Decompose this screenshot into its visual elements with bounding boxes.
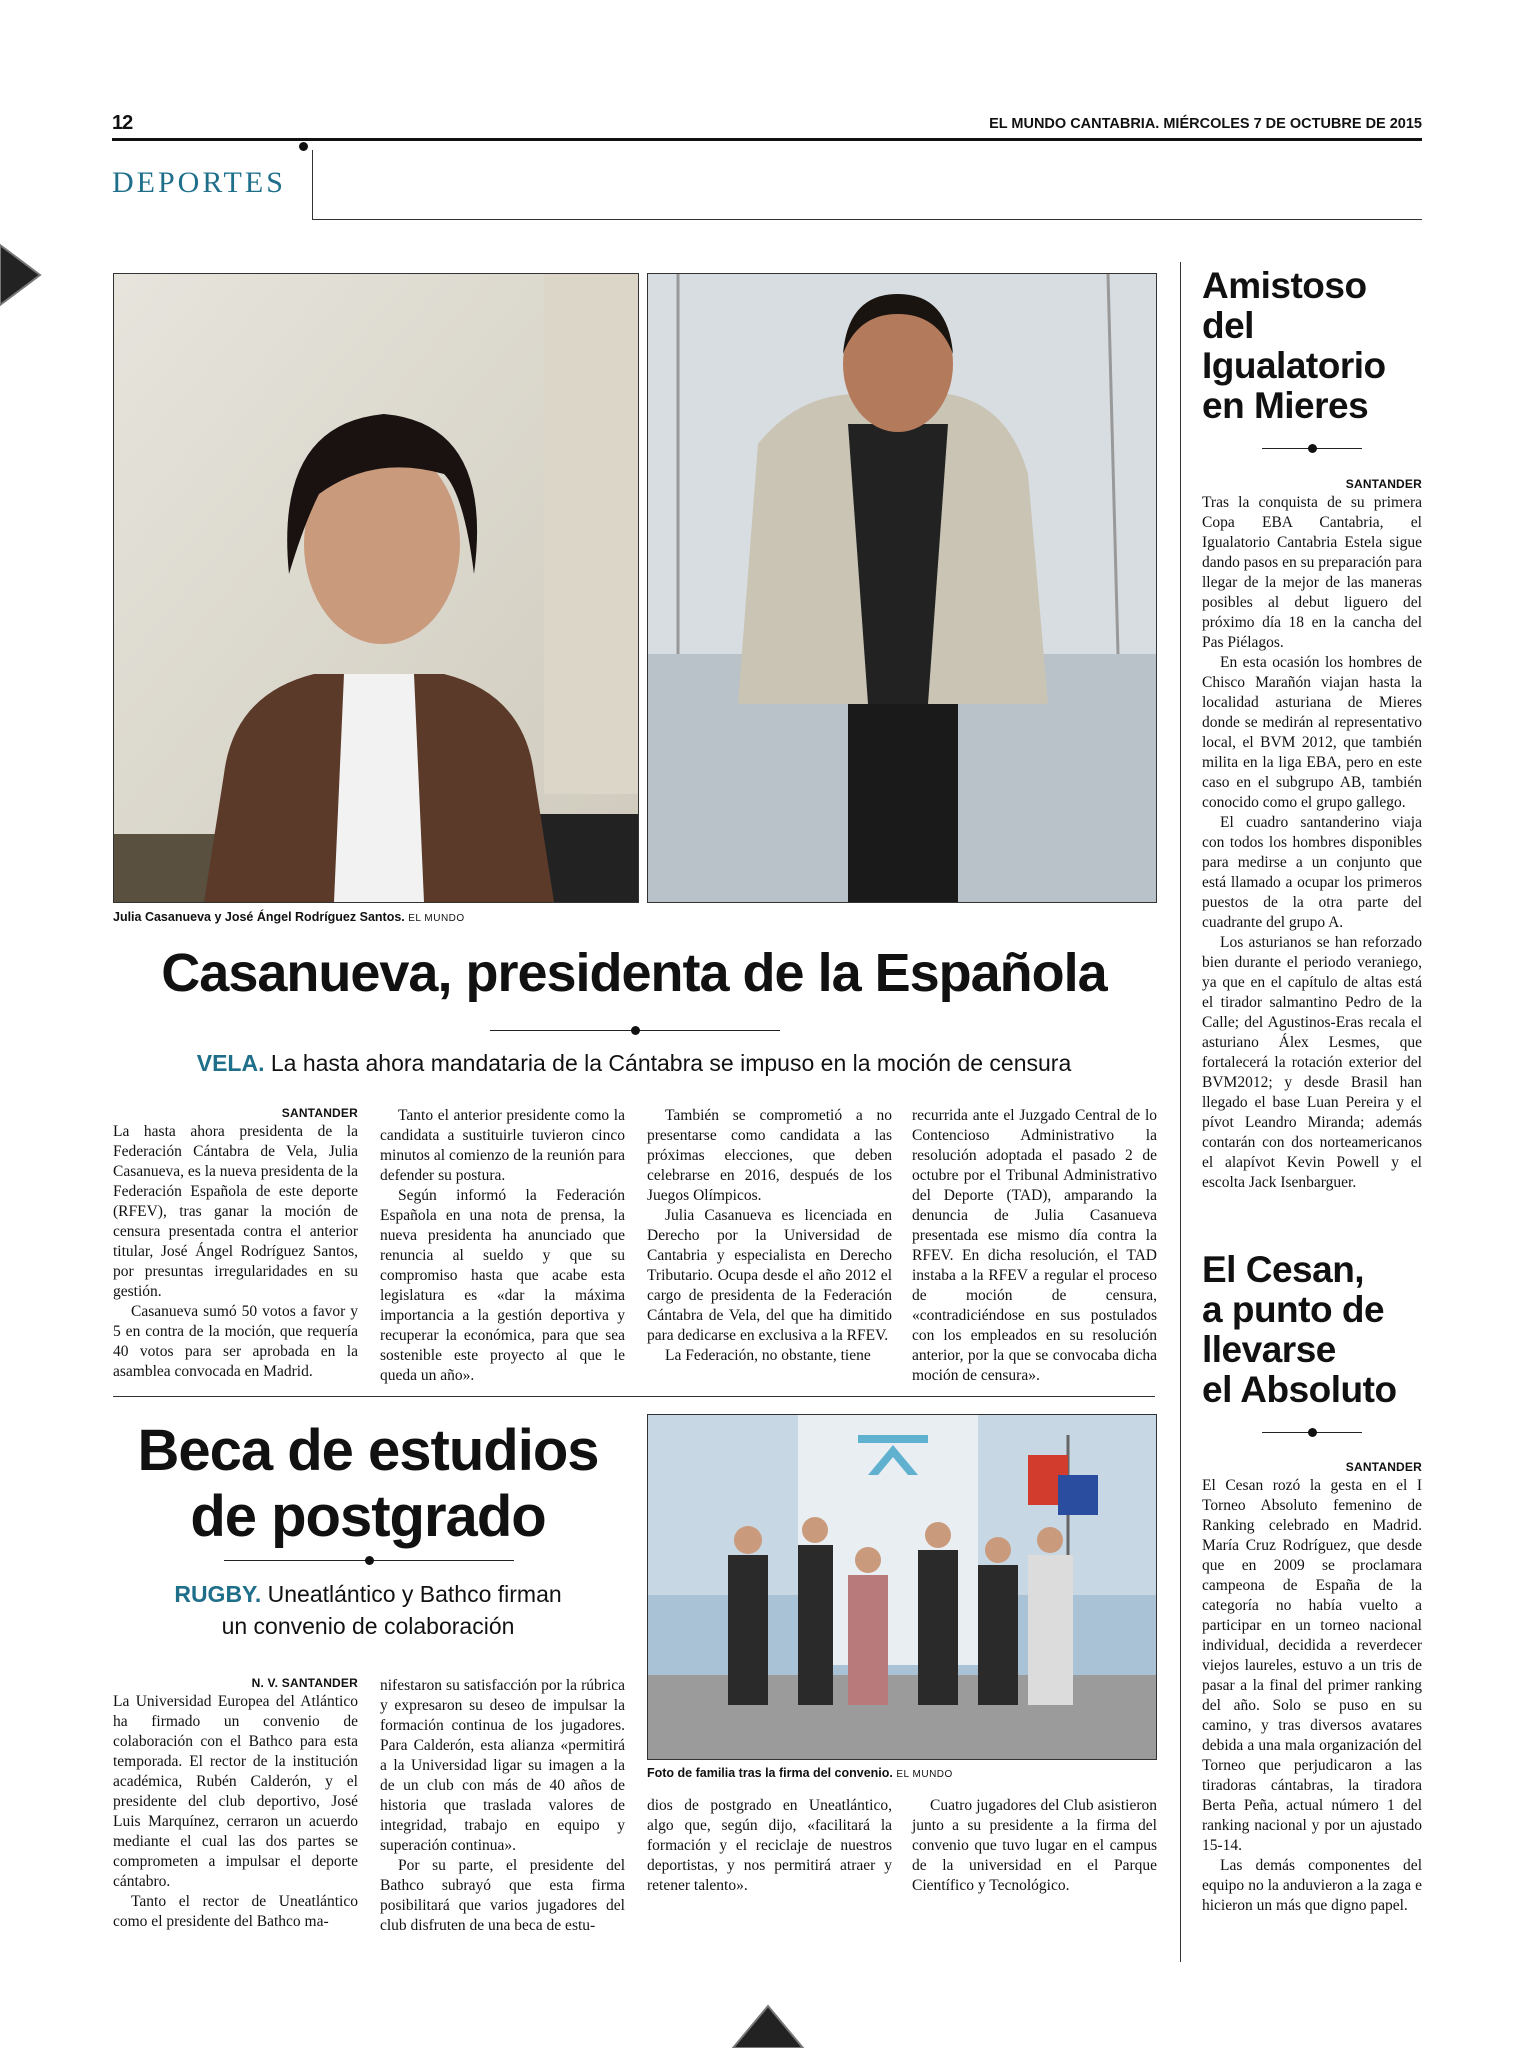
section-title: DEPORTES [112,166,286,199]
paragraph: recurrida ante el Juzgado Central de lo Contencioso Administrativo la resolución adoptada el pasado 2 de octubre por el Tribunal Administrativo del Deporte (TAD), amparando la denuncia de Julia Casanueva presentada ese mismo día contra la RFEV. En dicha resolución, el TAD instaba a la RFEV a regular el proceso de moción de censura, «contradiciéndose en sus postulados con los empleados en su resolución anterior, por la que se convocaba dicha moción de censura». [912,1107,1157,1384]
headline-line: en Mieres [1202,385,1369,426]
page-turn-up-icon[interactable] [728,2000,808,2048]
main-photo-caption-text: Julia Casanueva y José Ángel Rodríguez Santos. [113,910,405,924]
main-headline: Casanueva, presidenta de la Española [161,943,1107,1003]
rugby-headline-divider [224,1560,514,1561]
paragraph: Por su parte, el presidente del Bathco subrayó que esta firma posibilitará que varios jugadores del club disfruten de una beca de estu- [380,1857,625,1934]
paragraph: Las demás componentes del equipo no la anduvieron a la zaga e hicieron un más que digno papel. [1202,1857,1422,1914]
rugby-photo-credit: EL MUNDO [896,1769,953,1780]
paragraph: Tras la conquista de su primera Copa EBA Cantabria, el Igualatorio Cantabria Estela sigue dando pasos en su preparación para llegar de la mejor de las maneras posibles al debut liguero del próximo día 18 en la cancha del Pas Piélagos. [1202,494,1422,651]
sidebar-divider-1 [1262,448,1362,449]
paragraph: Tanto el rector de Uneatlántico como el presidente del Bathco ma- [113,1893,358,1930]
main-photo-credit: EL MUNDO [408,913,465,924]
sidebar-dateline-1: SANTANDER [1345,477,1422,491]
paragraph: La Federación, no obstante, tiene [665,1347,871,1364]
paragraph: Tanto el anterior presidente como la candidata a sustituirle tuvieron cinco minutos al comienzo de la reunión para defender su postura. [380,1107,625,1184]
headline-line: El Cesan, [1202,1249,1365,1290]
sidebar-dateline-2: SANTANDER [1345,1460,1422,1474]
header-rule [112,138,1422,141]
main-article-col3 [647,1106,892,1366]
rugby-article-col3 [647,1796,892,1896]
rugby-photo-caption [647,1766,953,1780]
paragraph: También se comprometió a no presentarse como candidata a las próximas elecciones, que deben celebrarse en 2016, después de los Juegos Olímpicos. [647,1107,892,1204]
paragraph: Cuatro jugadores del Club asistieron junto a su presidente a la firma del convenio que tuvo lugar en el campus de la universidad en el Parque Científico y Tecnológico. [912,1797,1157,1894]
photo-julia-casanueva [113,273,639,903]
page-turn-left-icon[interactable] [0,240,46,310]
rugby-headline-line2: de postgrado [190,1484,546,1549]
headline-line: a punto de [1202,1289,1385,1330]
headline-line: llevarse [1202,1329,1336,1370]
rugby-article-col2 [380,1676,625,1936]
section-rule-vertical [312,150,313,220]
rugby-subhead-line2: un convenio de colaboración [221,1613,515,1639]
sidebar-rule [1180,262,1181,1962]
photo-convenio-group [647,1414,1157,1760]
main-article-col4 [912,1106,1157,1386]
headline-line: el Absoluto [1202,1369,1397,1410]
publication-date: EL MUNDO CANTABRIA. MIÉRCOLES 7 DE OCTUBRE DE 2015 [989,116,1422,132]
main-headline-divider [490,1030,780,1031]
article-separator [113,1396,1155,1397]
paragraph: Los asturianos se han reforzado bien durante el periodo veraniego, ya que en el capítulo de altas está el tirador salmantino Pedro de la Calle; del Agustinos-Eras recala el asturiano Álex Lesmes, que fortalecerá la rotación exterior del BVM2012; y desde Brasil han llegado el base Luan Pereira y el pívot Leandro Miranda; además contarán con dos norteamericanos el alapívot Kevin Powell y el escolta Jack Isenbarguer. [1202,934,1422,1191]
rugby-byline [113,1676,358,1690]
rugby-photo-caption-text: Foto de familia tras la firma del convenio. [647,1766,893,1780]
rugby-author: N. V. [251,1676,279,1690]
main-article-col1 [113,1106,358,1382]
headline-line: Igualatorio [1202,345,1386,386]
paragraph: El cuadro santanderino viaja con todos los hombres disponibles para medirse a un conjunto que está llamado a ocupar los primeros puestos de la otra parte del cuadrante del grupo A. [1202,814,1422,931]
headline-line: Amistoso [1202,265,1367,306]
paragraph: La Universidad Europea del Atlántico ha firmado un convenio de colaboración con el Bathco para esta temporada. El rector de la institución académica, Rubén Calderón, y el presidente del club deportivo, José Luis Marquínez, cerraron un acuerdo mediante el cual las dos partes se comprometen a impulsar el deporte cántabro. [113,1693,358,1890]
paragraph: Según informó la Federación Española en una nota de prensa, la nueva presidenta ha anunciado que renuncia al sueldo y que su compromiso hasta que acabe esta legislatura es «dar la máxima importancia a la gestión deportiva y recuperar la económica, para que sea sostenible este proyecto al que le queda un año». [380,1187,625,1384]
paragraph: El Cesan rozó la gesta en el I Torneo Absoluto femenino de Ranking celebrado en Madrid. María Cruz Rodríguez, que desde que en 2009 se proclamara campeona de España de la categoría no había vuelto a participar en un torneo nacional individual, decidida a reverdecer viejos laureles, estuvo a un tris de pasar a la final del primer ranking del año. Solo se puso en su camino, y tras diversos avatares debida a una mala organización del Torneo que perjudicaron a las tiradoras cántabras, la tiradora Berta Peña, actual número 1 del ranking nacional y por un ajustado 15-14. [1202,1477,1422,1854]
main-photo-caption [113,910,465,924]
sidebar-divider-2 [1262,1432,1362,1433]
main-kicker: VELA. [196,1050,265,1076]
rugby-subhead [113,1578,623,1642]
paragraph: La hasta ahora presidenta de la Federación Cántabra de Vela, Julia Casanueva, es la nueva presidenta de la Federación Española de este deporte (RFEV), tras ganar la moción de censura presentada contra el anterior titular, José Ángel Rodríguez Santos, por presuntas irregularidades en su gestión. [113,1123,358,1300]
sidebar-headline-1 [1202,266,1422,426]
rugby-dateline: SANTANDER [281,1676,358,1690]
section-rule-bottom [312,219,1422,220]
rugby-article-col1 [113,1676,358,1932]
rugby-headline-line1: Beca de estudios [137,1418,599,1483]
section-dot [299,142,308,151]
main-subhead-text: La hasta ahora mandataria de la Cántabra se impuso en la moción de censura [270,1050,1072,1076]
paragraph: dios de postgrado en Uneatlántico, algo que, según dijo, «facilitará la formación y el reciclaje de nuestros deportistas, y nos permitirá atraer y retener talento». [647,1797,892,1894]
main-dateline: SANTANDER [281,1106,358,1120]
rugby-article-col4 [912,1796,1157,1896]
main-subhead [113,1050,1155,1077]
sidebar-headline-2 [1202,1250,1422,1410]
paragraph: Julia Casanueva es licenciada en Derecho por la Universidad de Cantabria y especialista en Derecho Tributario. Ocupa desde el año 2012 el cargo de presidenta de la Federación Cántabra de Vela, del que ha dimitido para dedicarse en exclusiva a la RFEV. [647,1207,892,1344]
rugby-headline [113,1418,623,1550]
paragraph: En esta ocasión los hombres de Chisco Marañón viajan hasta la localidad asturiana de Mieres donde se medirán al representativo local, el BVM 2012, que también milita en la liga EBA, pero en este caso en el subgrupo AB, también conocido como el grupo gallego. [1202,654,1422,811]
photo-jose-angel-rodriguez [647,273,1157,903]
paragraph: nifestaron su satisfacción por la rúbrica y expresaron su deseo de impulsar la formación continua de los jugadores. Para Calderón, esta alianza «permitirá a la Universidad ligar su imagen a la de un club con más de 40 años de historia que traslada valores de integridad, trabajo en equipo y superación continua». [380,1677,625,1854]
sidebar-article-2 [1202,1460,1422,1916]
sidebar-article-1 [1202,477,1422,1193]
main-article-col2 [380,1106,625,1386]
headline-line: del [1202,305,1254,346]
paragraph: Casanueva sumó 50 votos a favor y 5 en contra de la moción, que requería 40 votos para ser aprobada en la asamblea convocada en Madrid. [113,1303,358,1380]
rugby-kicker: RUGBY. [174,1581,262,1607]
page-number: 12 [112,112,133,134]
rugby-subhead-line1: Uneatlántico y Bathco firman [267,1581,562,1607]
